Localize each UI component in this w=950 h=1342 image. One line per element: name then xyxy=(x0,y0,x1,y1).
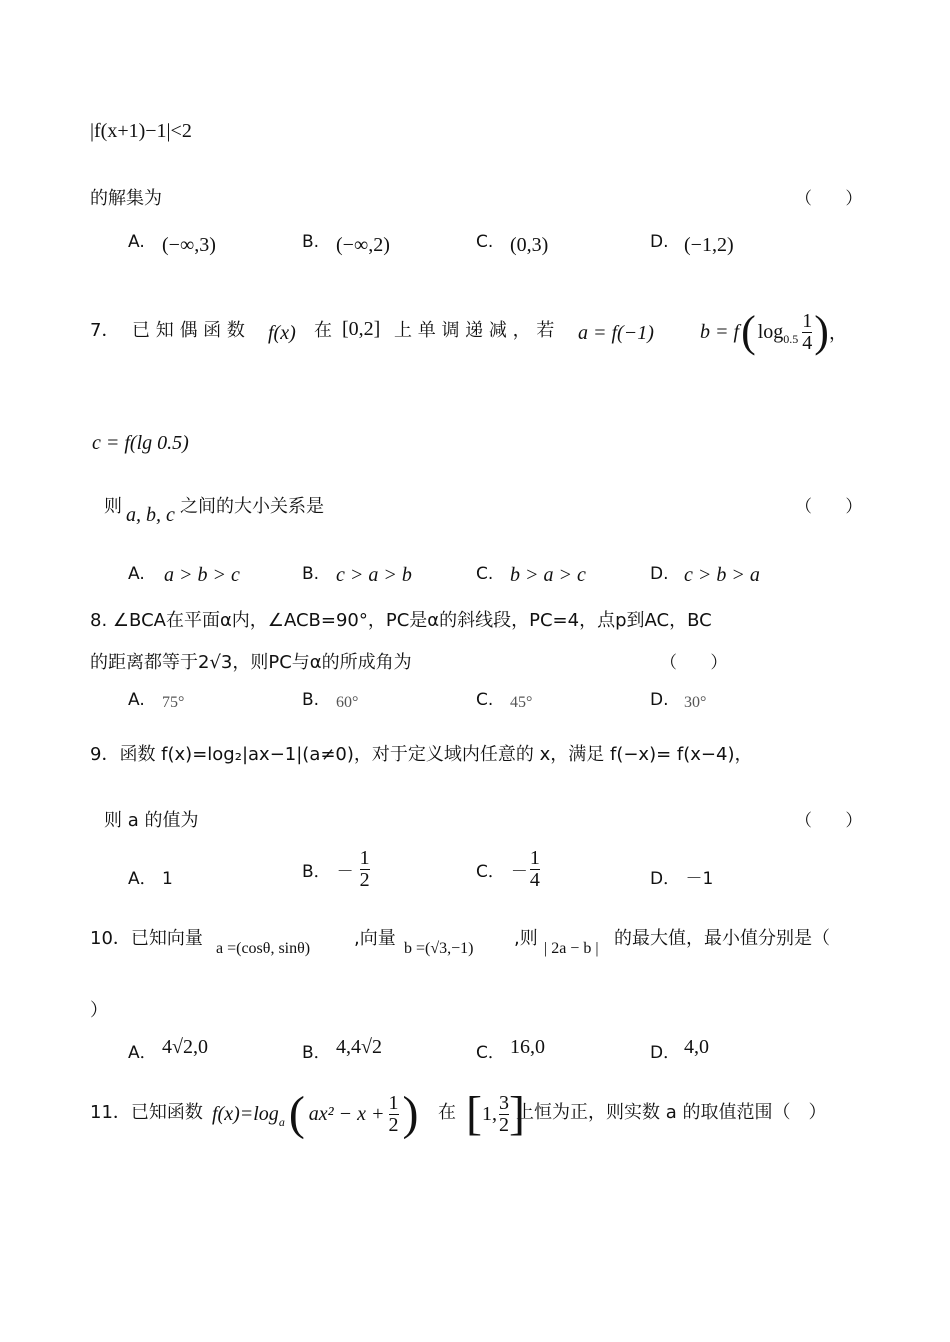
q10-option-c-label: C． xyxy=(476,1043,505,1063)
q7-b-definition xyxy=(700,307,847,356)
q9-option-a-label: A． xyxy=(128,869,157,889)
q10-option-c-value: 16,0 xyxy=(510,1036,545,1058)
q7-log: log xyxy=(757,320,784,343)
q7-text-2: 在 xyxy=(314,320,332,341)
q7-fraction xyxy=(802,311,812,354)
q11-interval-left-bracket: [ xyxy=(466,1087,482,1140)
q9-option-a xyxy=(128,864,173,889)
q7-text-4: 则 xyxy=(104,496,122,517)
q11-right-paren: ) xyxy=(402,1087,419,1140)
q8-option-a-label: A. xyxy=(128,690,145,710)
q7-b-left-paren: ( xyxy=(741,307,756,356)
q7-comma: ， xyxy=(828,323,847,344)
q6-option-b-value: (−∞,2) xyxy=(336,234,390,256)
q8-option-b-value: 60° xyxy=(336,694,359,711)
q7-a-definition: a = f(−1) xyxy=(578,322,654,344)
q9-option-b-label: B． xyxy=(302,862,331,882)
q11-inner-fraction xyxy=(389,1093,399,1136)
q7-option-a-value: a > b > c xyxy=(164,564,240,586)
q9-option-c-sign: － xyxy=(510,862,528,882)
q8-option-a-value: 75° xyxy=(162,694,185,711)
q8-line-1: 8. ∠BCA在平面α内，∠ACB=90°，PC是α的斜线段，PC=4，点p到AC，BC xyxy=(90,610,712,631)
q11-left-paren: ( xyxy=(288,1087,305,1140)
q10-option-b-label: B． xyxy=(302,1043,331,1063)
q9-option-a-value: 1 xyxy=(162,869,173,889)
q7-b-eq: b = f xyxy=(700,320,740,343)
q9-option-c xyxy=(476,848,540,891)
q9-option-b-fraction xyxy=(360,848,370,891)
q10-option-b-value: 4,4√2 xyxy=(336,1036,382,1058)
q8-answer-paren: （ ） xyxy=(660,653,742,673)
q7-text-5: 之间的大小关系是 xyxy=(180,496,324,517)
q11-text-rest: 上恒为正，则实数 a 的取值范围（ ） xyxy=(516,1102,827,1123)
q10-option-d-label: D． xyxy=(650,1043,681,1063)
q9-answer-paren: （ ） xyxy=(795,811,877,831)
q10-option-a-label: A． xyxy=(128,1043,157,1063)
q8-line-2: 的距离都等于2√3，则PC与α的所成角为 xyxy=(90,652,412,673)
q10-text-4: 的最大值，最小值分别是（ xyxy=(614,928,830,949)
q11-text-1: 11．已知函数 xyxy=(90,1102,203,1123)
q9-option-b-den: 2 xyxy=(359,869,370,891)
q7-text-1: 已 知 偶 函 数 xyxy=(132,320,245,341)
q8-option-b-label: B. xyxy=(302,690,320,710)
q9-option-c-num: 1 xyxy=(529,847,540,869)
q7-option-b-label: B. xyxy=(302,564,320,584)
q7-option-d-label: D. xyxy=(650,564,669,584)
q6-option-c-label: C. xyxy=(476,232,494,252)
q7-log-base: 0.5 xyxy=(783,331,799,346)
q7-b-right-paren: ) xyxy=(814,307,829,356)
q7-fraction-den: 4 xyxy=(802,331,813,354)
q8-option-d-label: D. xyxy=(650,690,669,710)
q6-option-d-label: D. xyxy=(650,232,669,252)
q6-answer-paren: （ ） xyxy=(795,189,877,209)
q11-text-in: 在 xyxy=(438,1102,456,1123)
q9-option-b xyxy=(302,848,370,891)
q10-vector-a: a =(cosθ, sinθ) xyxy=(216,940,311,957)
q9-option-c-fraction xyxy=(530,848,540,891)
q11-interval-right-bracket: ] xyxy=(508,1087,525,1140)
q7-option-a-label: A. xyxy=(128,564,145,584)
q7-answer-paren: （ ） xyxy=(795,497,877,517)
q11-inner-den: 2 xyxy=(388,1113,399,1136)
q7-c-definition: c = f(lg 0.5) xyxy=(92,432,189,454)
q6-stem: 的解集为 xyxy=(90,188,162,209)
q7-text-3: 上 单 调 递 减 ， 若 xyxy=(394,320,555,341)
q10-option-a-value: 4√2,0 xyxy=(162,1036,208,1058)
q7-option-b-value: c > a > b xyxy=(336,564,412,586)
q10-vector-b: b =(√3,−1) xyxy=(404,940,474,957)
q10-text-5: ） xyxy=(90,1000,108,1021)
q7-number: 7． xyxy=(90,320,120,341)
q11-inner: ax² − x + xyxy=(308,1102,385,1125)
q11-function xyxy=(212,1087,419,1140)
q10-text-1: 10．已知向量 xyxy=(90,928,203,949)
q10-norm: | 2a − b | xyxy=(544,940,599,957)
q11-interval-fraction xyxy=(499,1093,509,1136)
q9-option-d-label: D． xyxy=(650,869,681,889)
q11-inner-num: 1 xyxy=(388,1091,399,1114)
q11-interval-left: 1, xyxy=(481,1102,497,1125)
q7-fraction-num: 1 xyxy=(802,309,813,332)
q11-interval-num: 3 xyxy=(498,1091,509,1114)
q7-option-c-value: b > a > c xyxy=(510,564,586,586)
q7-function: f(x) xyxy=(268,322,296,344)
q6-option-a-value: (−∞,3) xyxy=(162,234,216,256)
q10-option-d-value: 4,0 xyxy=(684,1036,709,1058)
q9-option-b-num: 1 xyxy=(359,847,370,869)
q11-interval-den: 2 xyxy=(498,1113,509,1136)
q11-log-base: a xyxy=(278,1114,285,1129)
q9-option-b-sign: － xyxy=(336,862,354,882)
q8-option-d-value: 30° xyxy=(684,694,707,711)
q9-line-2: 则 a 的值为 xyxy=(104,810,199,831)
q7-vars: a, b, c xyxy=(126,504,175,526)
q6-inequality: |f(x+1)−1|<2 xyxy=(90,120,192,142)
q6-option-a-label: A. xyxy=(128,232,145,252)
q6-option-d-value: (−1,2) xyxy=(684,234,734,256)
q9-option-c-label: C． xyxy=(476,862,505,882)
q6-option-b-label: B. xyxy=(302,232,320,252)
q9-option-d-value: －1 xyxy=(685,869,714,889)
q7-option-c-label: C. xyxy=(476,564,494,584)
q9-option-d xyxy=(650,864,713,889)
q8-option-c-label: C. xyxy=(476,690,494,710)
q9-line-1: 9．函数 f(x)=log₂|ax−1|(a≠0)，对于定义域内任意的 x，满足 f(−x)= f(x−4)， xyxy=(90,744,753,765)
q10-text-2: ,向量 xyxy=(354,928,396,949)
q9-option-c-den: 4 xyxy=(529,869,540,891)
q6-option-c-value: (0,3) xyxy=(510,234,549,256)
q11-f-pre: f(x)=log xyxy=(212,1102,279,1125)
q8-option-c-value: 45° xyxy=(510,694,533,711)
q10-text-3: ,则 xyxy=(514,928,538,949)
q7-interval: [0,2] xyxy=(342,318,381,340)
q7-option-d-value: c > b > a xyxy=(684,564,760,586)
